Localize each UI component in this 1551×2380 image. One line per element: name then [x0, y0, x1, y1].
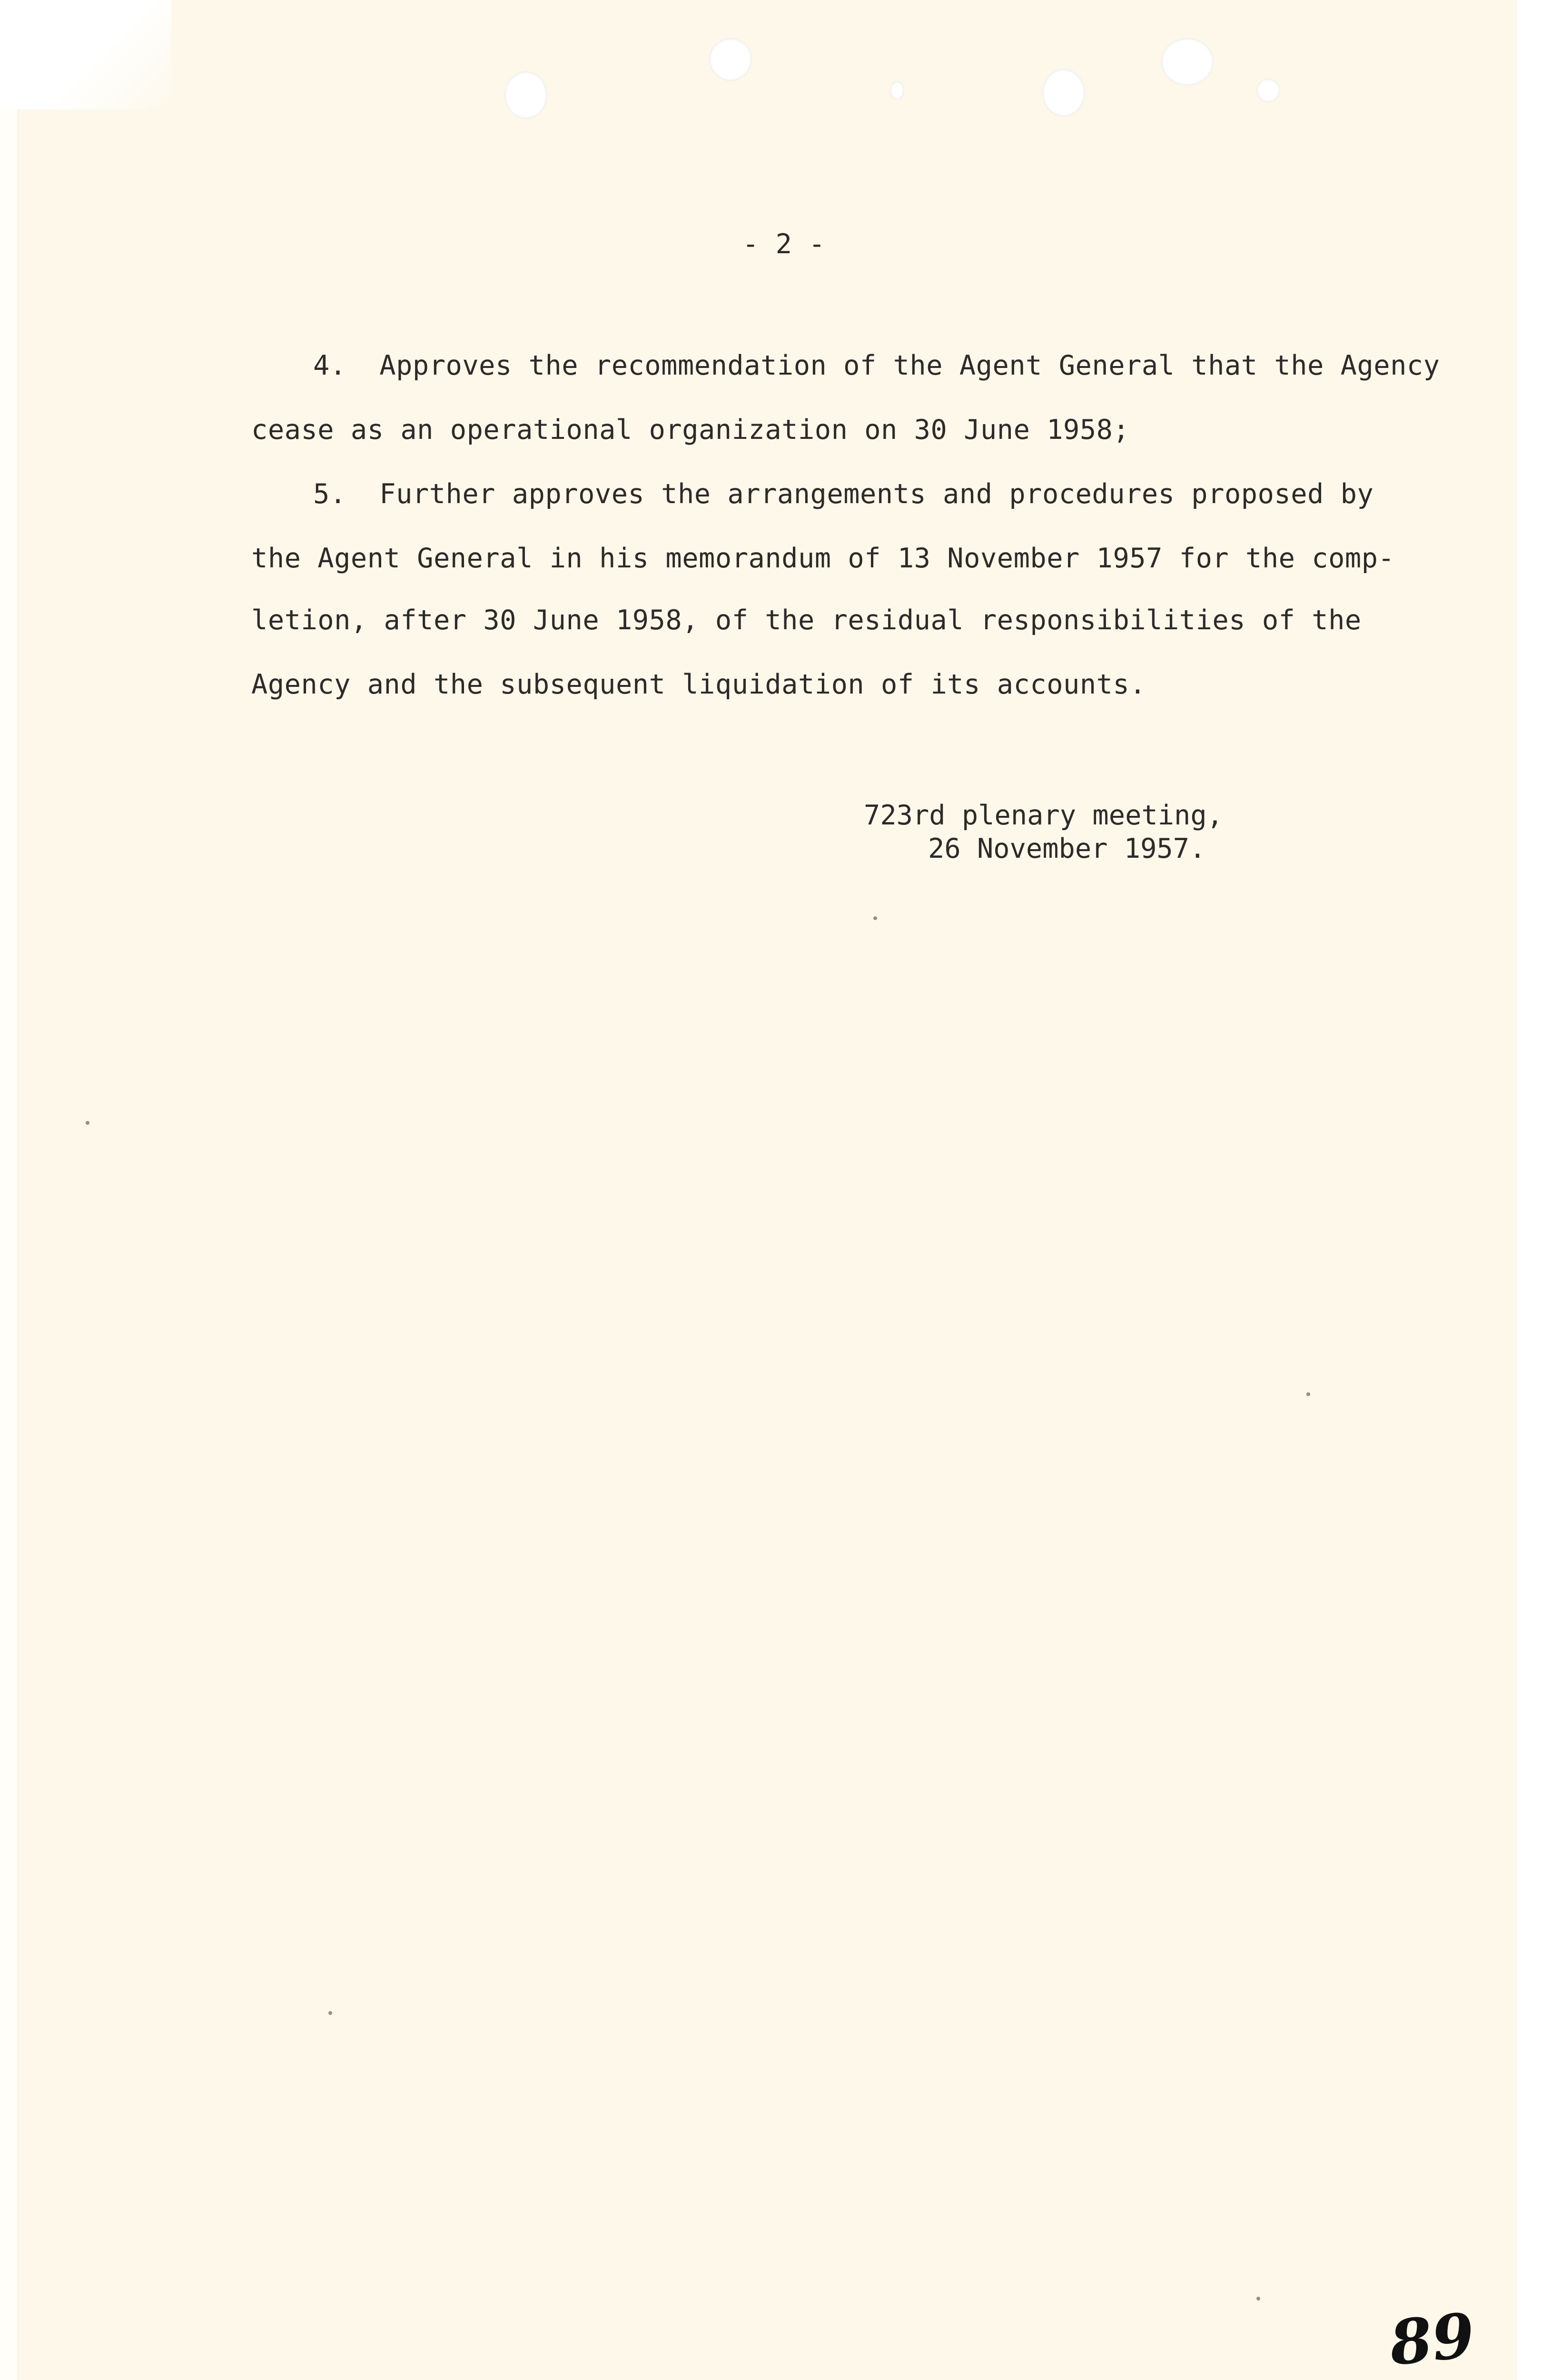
- paragraph-5-line-2: the Agent General in his memorandum of 13 November 1957 for the comp-: [251, 543, 1395, 574]
- paragraph-number: 5.: [313, 478, 346, 510]
- scan-speck: [1256, 2297, 1260, 2301]
- scan-speck: [328, 2011, 332, 2015]
- paragraph-text: Further approves the arrangements and procedures proposed by: [379, 478, 1374, 510]
- paragraph-5-line-3: letion, after 30 June 1958, of the residual responsibilities of the: [251, 605, 1362, 636]
- meeting-line: 723rd plenary meeting,: [864, 800, 1223, 831]
- date-line: 26 November 1957.: [928, 833, 1206, 864]
- punch-hole: [709, 38, 752, 81]
- scan-margin: [1517, 0, 1551, 2380]
- paragraph-text: Approves the recommendation of the Agent General that the Agency: [379, 350, 1440, 381]
- punch-hole: [504, 71, 547, 119]
- torn-corner: [0, 0, 171, 109]
- scan-speck: [1306, 1392, 1310, 1396]
- paragraph-number: 4.: [313, 350, 346, 381]
- punch-hole: [1161, 38, 1214, 86]
- scan-speck: [86, 1121, 89, 1125]
- scan-speck: [873, 916, 877, 920]
- paragraph-5-line-1: [313, 478, 1373, 510]
- page-number: - 2 -: [742, 228, 826, 260]
- punch-hole: [1042, 69, 1085, 117]
- paragraph-4-line-1: [313, 350, 1440, 381]
- punch-hole: [890, 81, 904, 100]
- punch-hole: [1256, 79, 1280, 102]
- handwritten-folio-number: 89: [1386, 2300, 1478, 2380]
- paragraph-4-line-2: cease as an operational organization on 30 June 1958;: [251, 414, 1130, 446]
- paragraph-5-line-4: Agency and the subsequent liquidation of its accounts.: [251, 669, 1146, 700]
